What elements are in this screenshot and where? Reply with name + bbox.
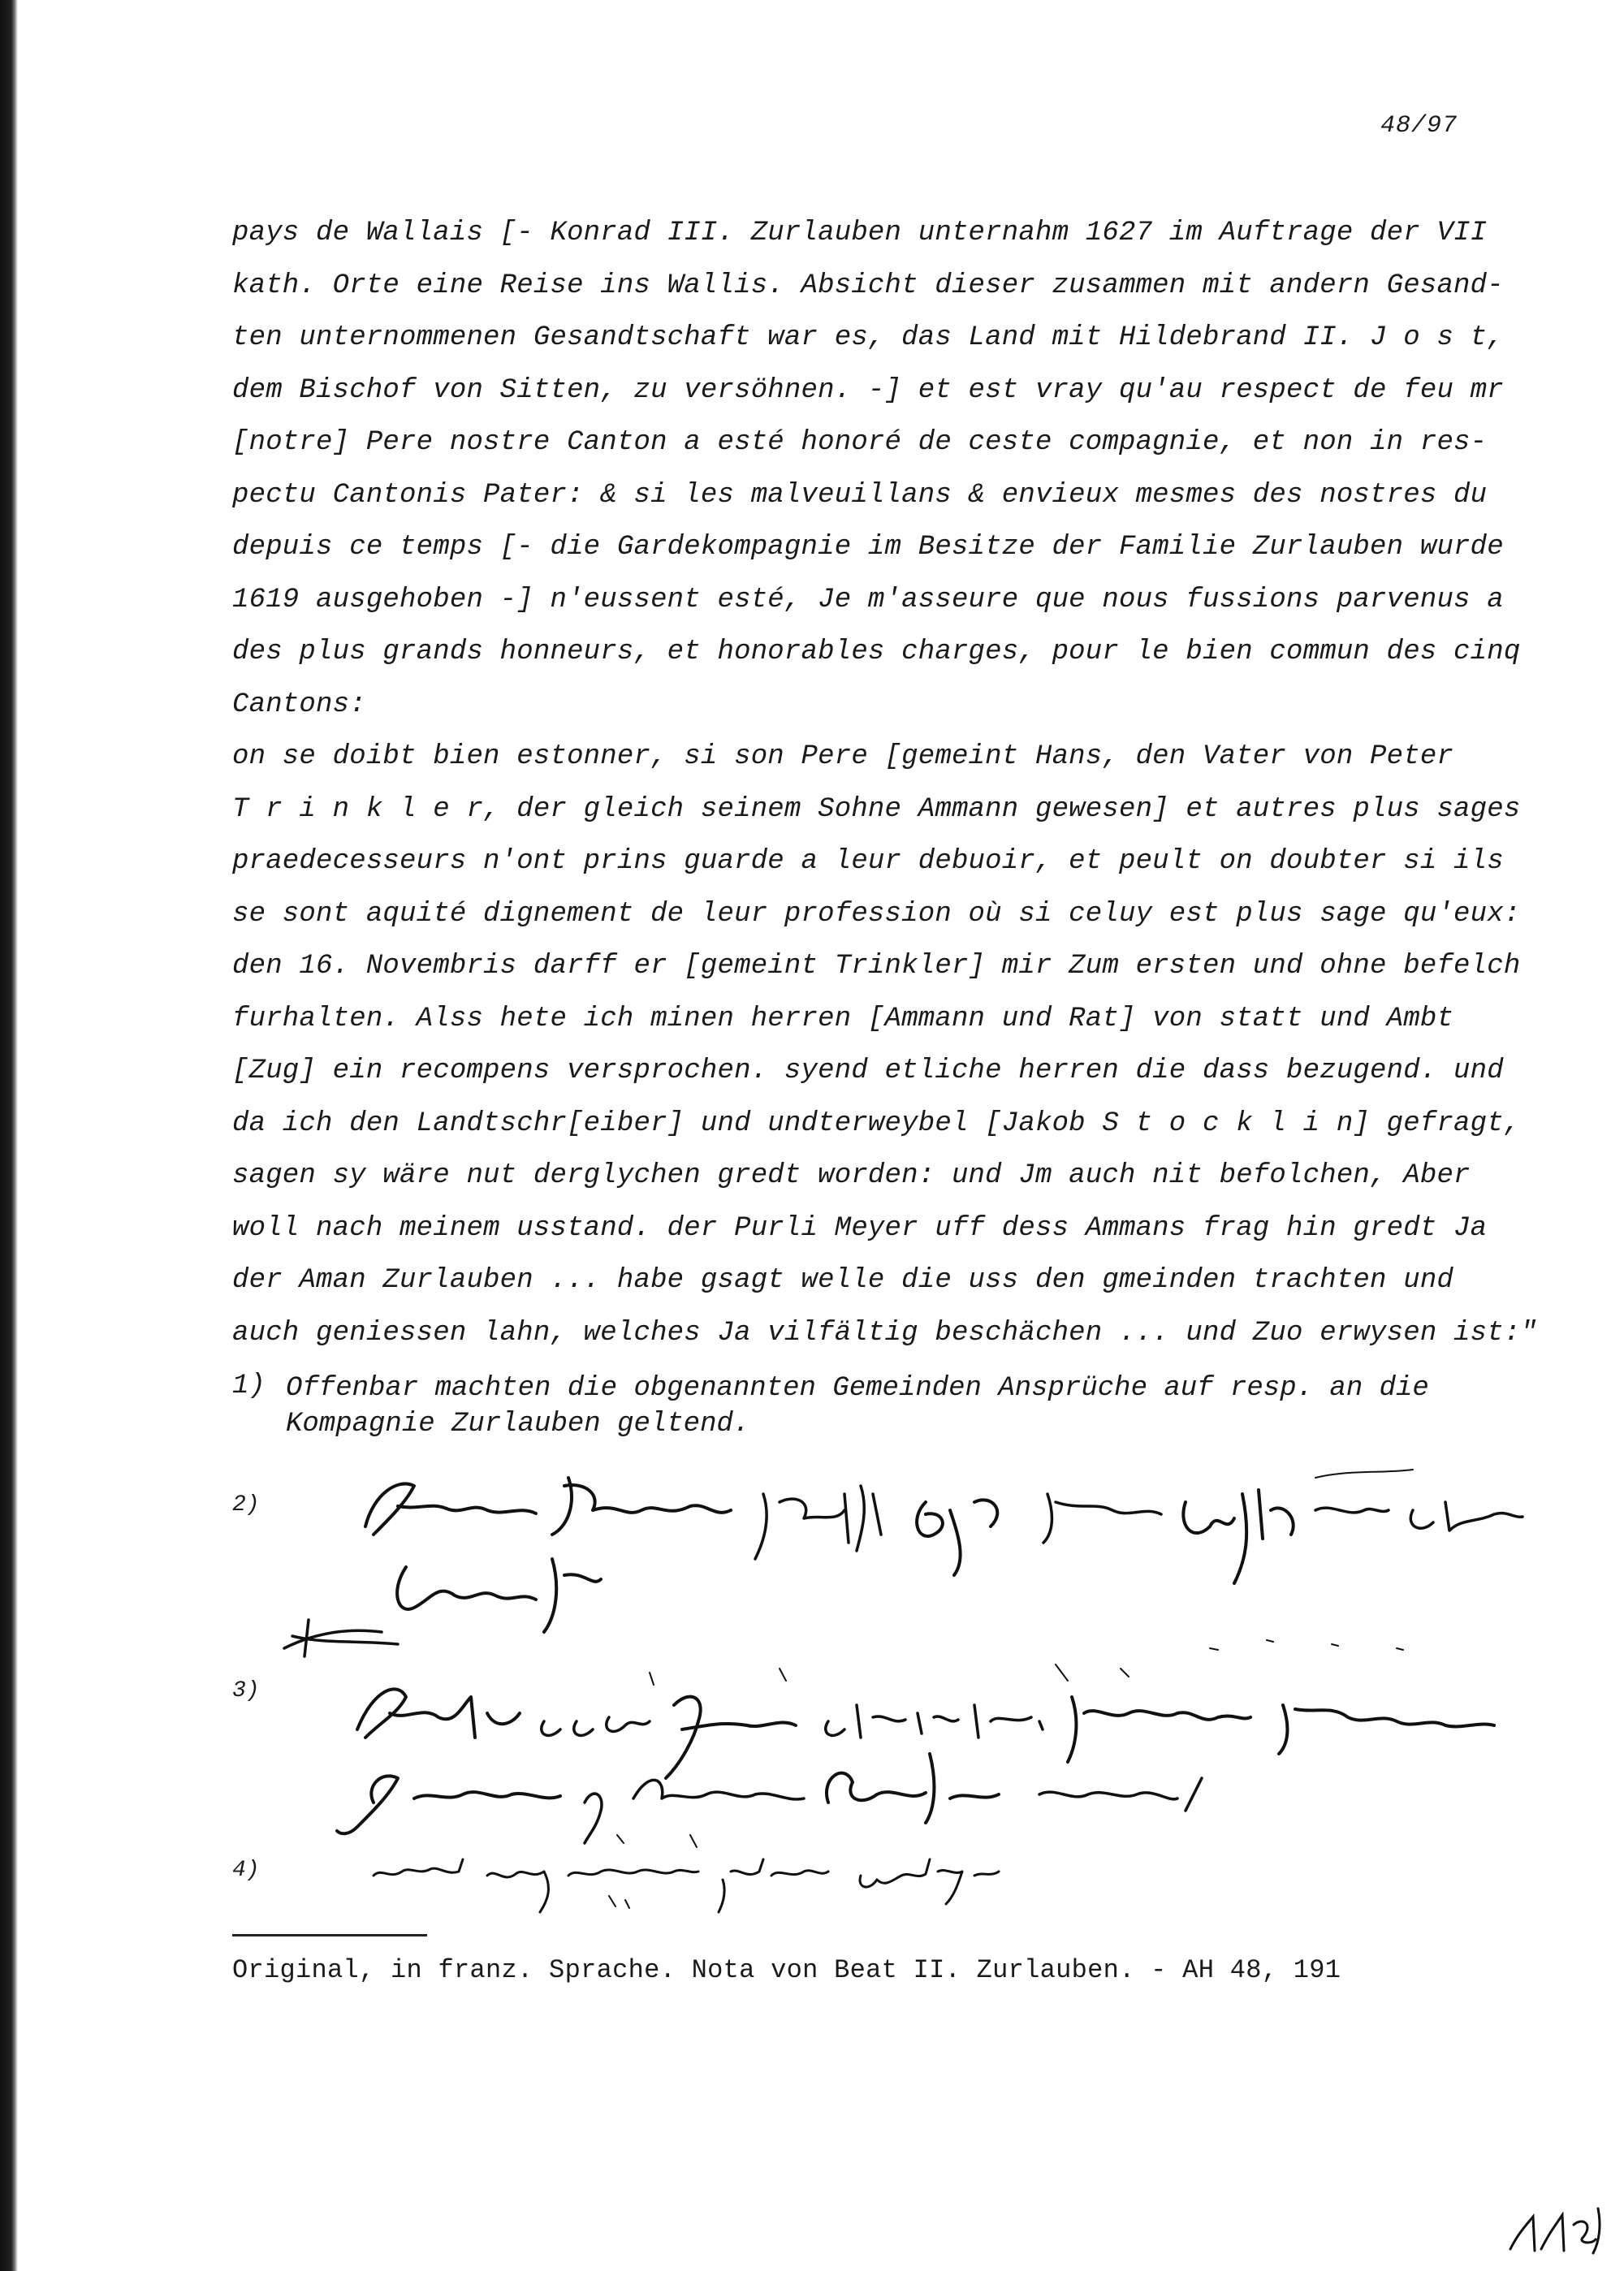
body-line: sagen sy wäre nut derglychen gredt worden: und Jm auch nit befolchen, Aber (232, 1160, 1471, 1191)
scan-left-border (0, 0, 18, 2271)
handwritten-label-3: 3) (232, 1678, 260, 1703)
body-line: pectu Cantonis Pater: & si les malveuillans & envieux mesmes des nostres du (232, 479, 1488, 511)
body-line: den 16. Novembris darff er [gemeint Trinkler] mir Zum ersten und ohne befelch (232, 951, 1521, 982)
body-line: auch geniessen lahn, welches Ja vilfältig beschächen ... und Zuo erwysen ist:" (232, 1317, 1538, 1349)
body-line: des plus grands honneurs, et honorables charges, pour le bien commun des cinq (232, 637, 1521, 667)
handwritten-label-4: 4) (232, 1858, 260, 1883)
body-line: pays de Wallais [- Konrad III. Zurlauben unternahm 1627 im Auftrage der VII (232, 218, 1488, 248)
footnote-number: 1) (232, 1371, 266, 1401)
handwritten-note-4 (357, 1827, 1088, 1924)
body-line: praedecesseurs n'ont prins guarde a leur debuoir, et peult on doubter si ils (232, 846, 1504, 877)
body-line: [Zug] ein recompens versprochen. syend etliche herren die dass bezugend. und (232, 1056, 1504, 1086)
body-line: T r i n k l e r, der gleich seinem Sohne Ammann gewesen] et autres plus sages (232, 793, 1521, 825)
footnote-separator (232, 1934, 427, 1936)
body-line: on se doibt bien estonner, si son Pere [gemeint Hans, den Vater von Peter (232, 741, 1454, 772)
page-number: 48/97 (1380, 112, 1458, 140)
body-line: da ich den Landtschr[eiber] und undterweybel [Jakob S t o c k l i n] gefragt, (232, 1107, 1521, 1139)
body-line: 1619 ausgehoben -] n'eussent esté, Je m'asseure que nous fussions parvenus a (232, 584, 1504, 615)
body-line: furhalten. Alss hete ich minen herren [Ammann und Rat] von statt und Ambt (232, 1003, 1454, 1034)
body-line: woll nach meinem usstand. der Purli Meyer uff dess Ammans frag hin gredt Ja (232, 1212, 1488, 1244)
body-line: dem Bischof von Sitten, zu versöhnen. -] et est vray qu'au respect de feu mr (232, 374, 1504, 406)
source-citation: Original, in franz. Sprache. Nota von Beat II. Zurlauben. - AH 48, 191 (232, 1955, 1341, 1985)
archive-folio-mark (1502, 2192, 1608, 2265)
body-line: Cantons: (232, 689, 366, 720)
handwritten-label-2: 2) (232, 1492, 260, 1518)
handwritten-note-3 (325, 1648, 1502, 1851)
body-text (232, 207, 1538, 1359)
body-line: kath. Orte eine Reise ins Wallis. Absicht dieser zusammen mit andern Gesand- (232, 270, 1504, 301)
body-line: ten unternommenen Gesandtschaft war es, das Land mit Hildebrand II. J o s t, (232, 322, 1504, 353)
body-line: se sont aquité dignement de leur profession où si celuy est plus sage qu'eux: (232, 898, 1521, 930)
footnote-text-line-1: Offenbar machten die obgenannten Gemeinden Ansprüche auf resp. an die (286, 1373, 1429, 1404)
body-line: der Aman Zurlauben ... habe gsagt welle die uss den gmeinden trachten und (232, 1265, 1454, 1296)
footnote-text-line-2: Kompagnie Zurlauben geltend. (286, 1409, 750, 1440)
body-line: depuis ce temps [- die Gardekompagnie im Besitze der Familie Zurlauben wurde (232, 532, 1504, 563)
handwritten-note-2 (276, 1445, 1527, 1656)
body-line: [notre] Pere nostre Canton a esté honoré de ceste compagnie, et non in res- (232, 427, 1488, 458)
